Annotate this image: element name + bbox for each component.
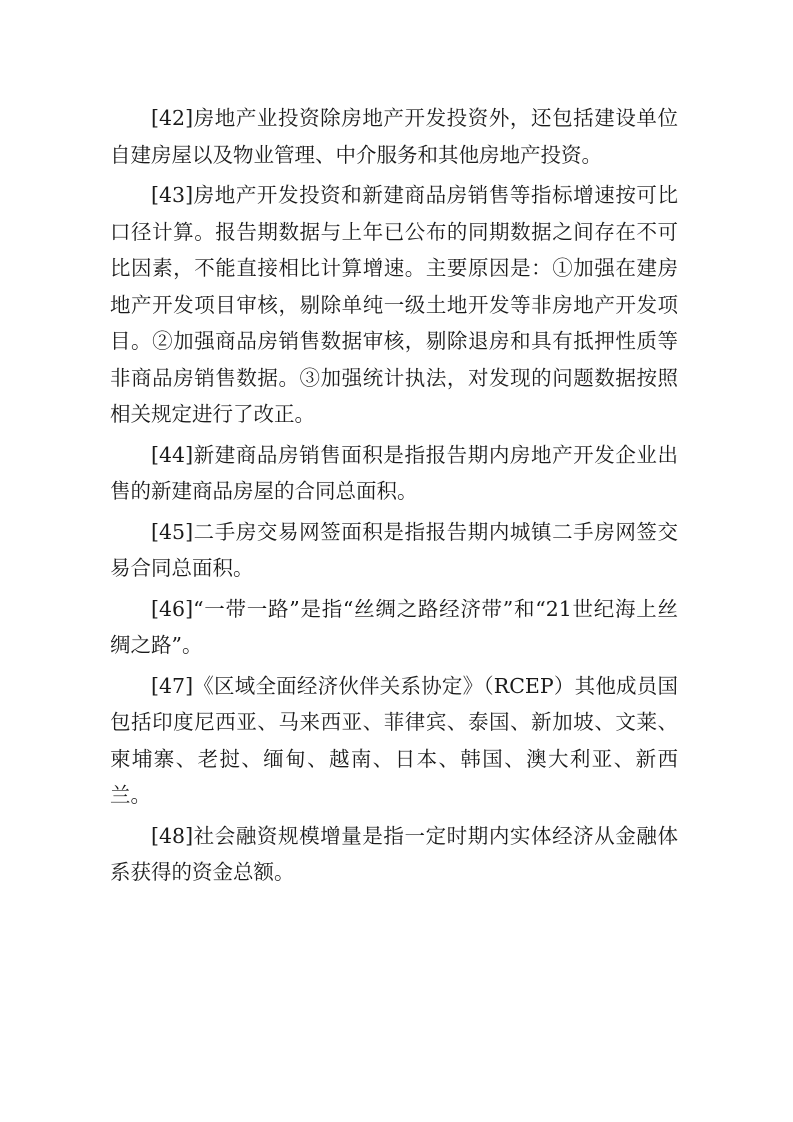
note-text: 房地产开发投资和新建商品房销售等指标增速按可比口径计算。报告期数据与上年已公布的同期数据之间存在不可比因素，不能直接相比计算增速。主要原因是：①加强在建房地产开发项目审核，剔除单纯一级土地开发等非房地产开发项目。②加强商品房销售数据审核，剔除退房和具有抵押性质等非商品房销售数据。③加强统计执法，对发现的问题数据按照相关规定进行了改正。 [110, 183, 678, 426]
note-number: [44] [151, 442, 194, 467]
note-42 [110, 100, 678, 173]
note-number: [45] [151, 519, 194, 544]
note-text: 新建商品房销售面积是指报告期内房地产开发企业出售的新建商品房屋的合同总面积。 [110, 442, 678, 503]
note-number: [42] [151, 106, 194, 130]
note-text: 社会融资规模增量是指一定时期内实体经济从金融体系获得的资金总额。 [110, 823, 678, 884]
note-text: “一带一路”是指“丝绸之路经济带”和“21世纪海上丝绸之路”。 [110, 596, 678, 657]
note-number: [47] [151, 673, 194, 698]
note-text: 二手房交易网签面积是指报告期内城镇二手房网签交易合同总面积。 [110, 519, 678, 580]
note-number: [43] [151, 183, 194, 207]
note-44 [110, 437, 678, 510]
note-text: 《区域全面经济伙伴关系协定》（RCEP）其他成员国包括印度尼西亚、马来西亚、菲律宾、泰国、新加坡、文莱、柬埔寨、老挝、缅甸、越南、日本、韩国、澳大利亚、新西兰。 [110, 673, 678, 807]
note-43 [110, 177, 678, 433]
note-number: [48] [151, 823, 194, 848]
note-48 [110, 818, 678, 891]
notes-section [110, 100, 678, 895]
note-47 [110, 668, 678, 814]
note-text: 房地产业投资除房地产开发投资外，还包括建设单位自建房屋以及物业管理、中介服务和其他房地产投资。 [110, 106, 678, 167]
note-45 [110, 514, 678, 587]
note-46 [110, 591, 678, 664]
note-number: [46] [151, 596, 194, 621]
